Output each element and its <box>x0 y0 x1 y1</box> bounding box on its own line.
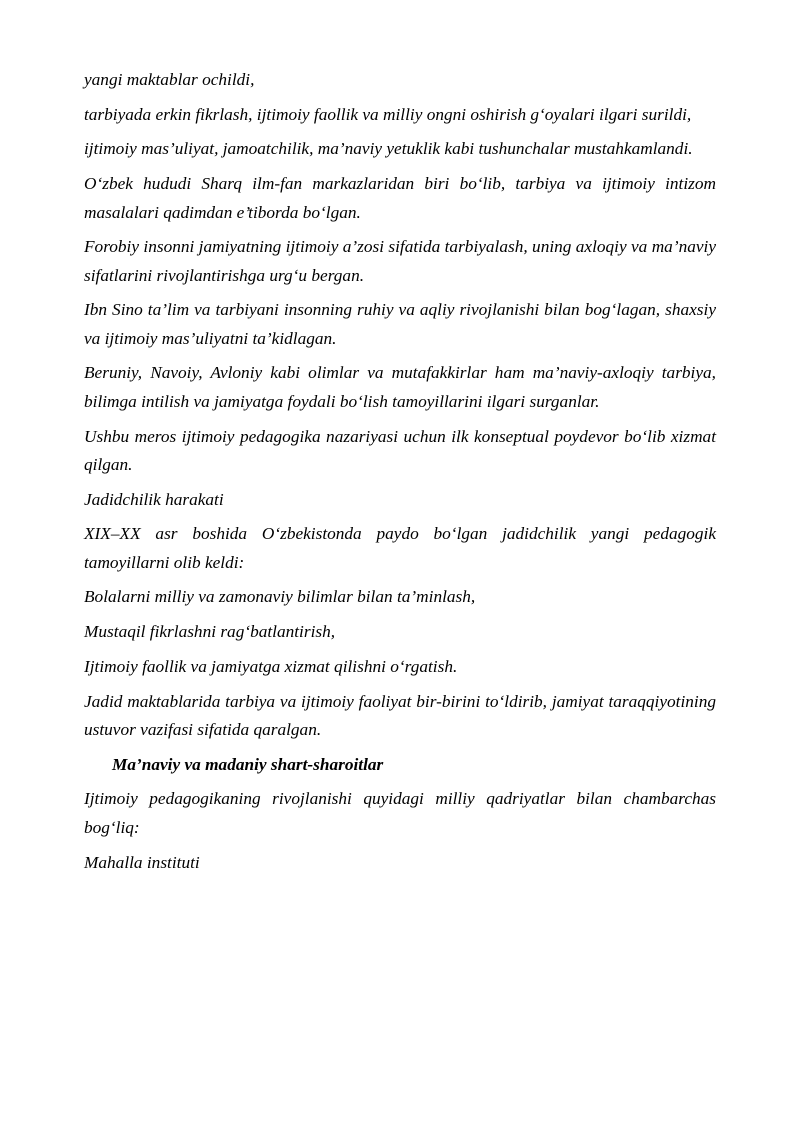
list-item-mahalla: Mahalla instituti <box>84 852 200 872</box>
section-heading-spiritual-conditions: Ma’naviy va madaniy shart-sharoitlar <box>112 754 384 774</box>
paragraph-thinkers: Beruniy, Navoiy, Avloniy kabi olimlar va mutafakkirlar ham ma’naviy-axloqiy tarbiya, bilimga intilish va jamiyatga foydali bo‘lish tamoyillarini ilgari surganlar. <box>84 363 716 411</box>
list-item-social-activity: Ijtimoiy faollik va jamiyatga xizmat qilishni o‘rgatish. <box>84 656 458 676</box>
list-item-knowledge: Bolalarni milliy va zamonaviy bilimlar bilan ta’minlash, <box>84 587 476 607</box>
document-body <box>84 66 716 883</box>
list-item-free-thinking: tarbiyada erkin fikrlash, ijtimoiy faollik va milliy ongni oshirish g‘oyalari ilgari surildi, <box>84 104 692 124</box>
list-item-social-responsibility: ijtimoiy mas’uliyat, jamoatchilik, ma’naviy yetuklik kabi tushunchalar mustahkamlandi. <box>84 139 693 159</box>
list-item-new-schools: yangi maktablar ochildi, <box>84 70 255 89</box>
paragraph-national-values: Ijtimoiy pedagogikaning rivojlanishi quyidagi milliy qadriyatlar bilan chambarchas bog‘liq: <box>84 789 716 837</box>
list-item-independent-thinking: Mustaqil fikrlashni rag‘batlantirish, <box>84 622 336 642</box>
subheading-jadidism: Jadidchilik harakati <box>84 489 224 509</box>
paragraph-jadid-schools: Jadid maktablarida tarbiya va ijtimoiy faoliyat bir-birini to‘ldirib, jamiyat taraqqiyotining ustuvor vazifasi sifatida qaralgan. <box>84 691 716 739</box>
paragraph-heritage: Ushbu meros ijtimoiy pedagogika nazariyasi uchun ilk konseptual poydevor bo‘lib xizmat qilgan. <box>84 426 716 474</box>
paragraph-jadidism-intro: XIX–XX asr boshida O‘zbekistonda paydo bo‘lgan jadidchilik yangi pedagogik tamoyillarni olib keldi: <box>84 524 716 572</box>
paragraph-ibn-sina: Ibn Sino ta’lim va tarbiyani insonning ruhiy va aqliy rivojlanishi bilan bog‘lagan, shaxsiy va ijtimoiy mas’uliyatni ta’kidlagan. <box>84 300 716 348</box>
paragraph-farabi: Forobiy insonni jamiyatning ijtimoiy a’zosi sifatida tarbiyalash, uning axloqiy va ma’naviy sifatlarini rivojlantirishga urg‘u bergan. <box>84 237 716 285</box>
paragraph-uzbek-region: O‘zbek hududi Sharq ilm-fan markazlaridan biri bo‘lib, tarbiya va ijtimoiy intizom masalalari qadimdan e’tiborda bo‘lgan. <box>84 174 716 222</box>
